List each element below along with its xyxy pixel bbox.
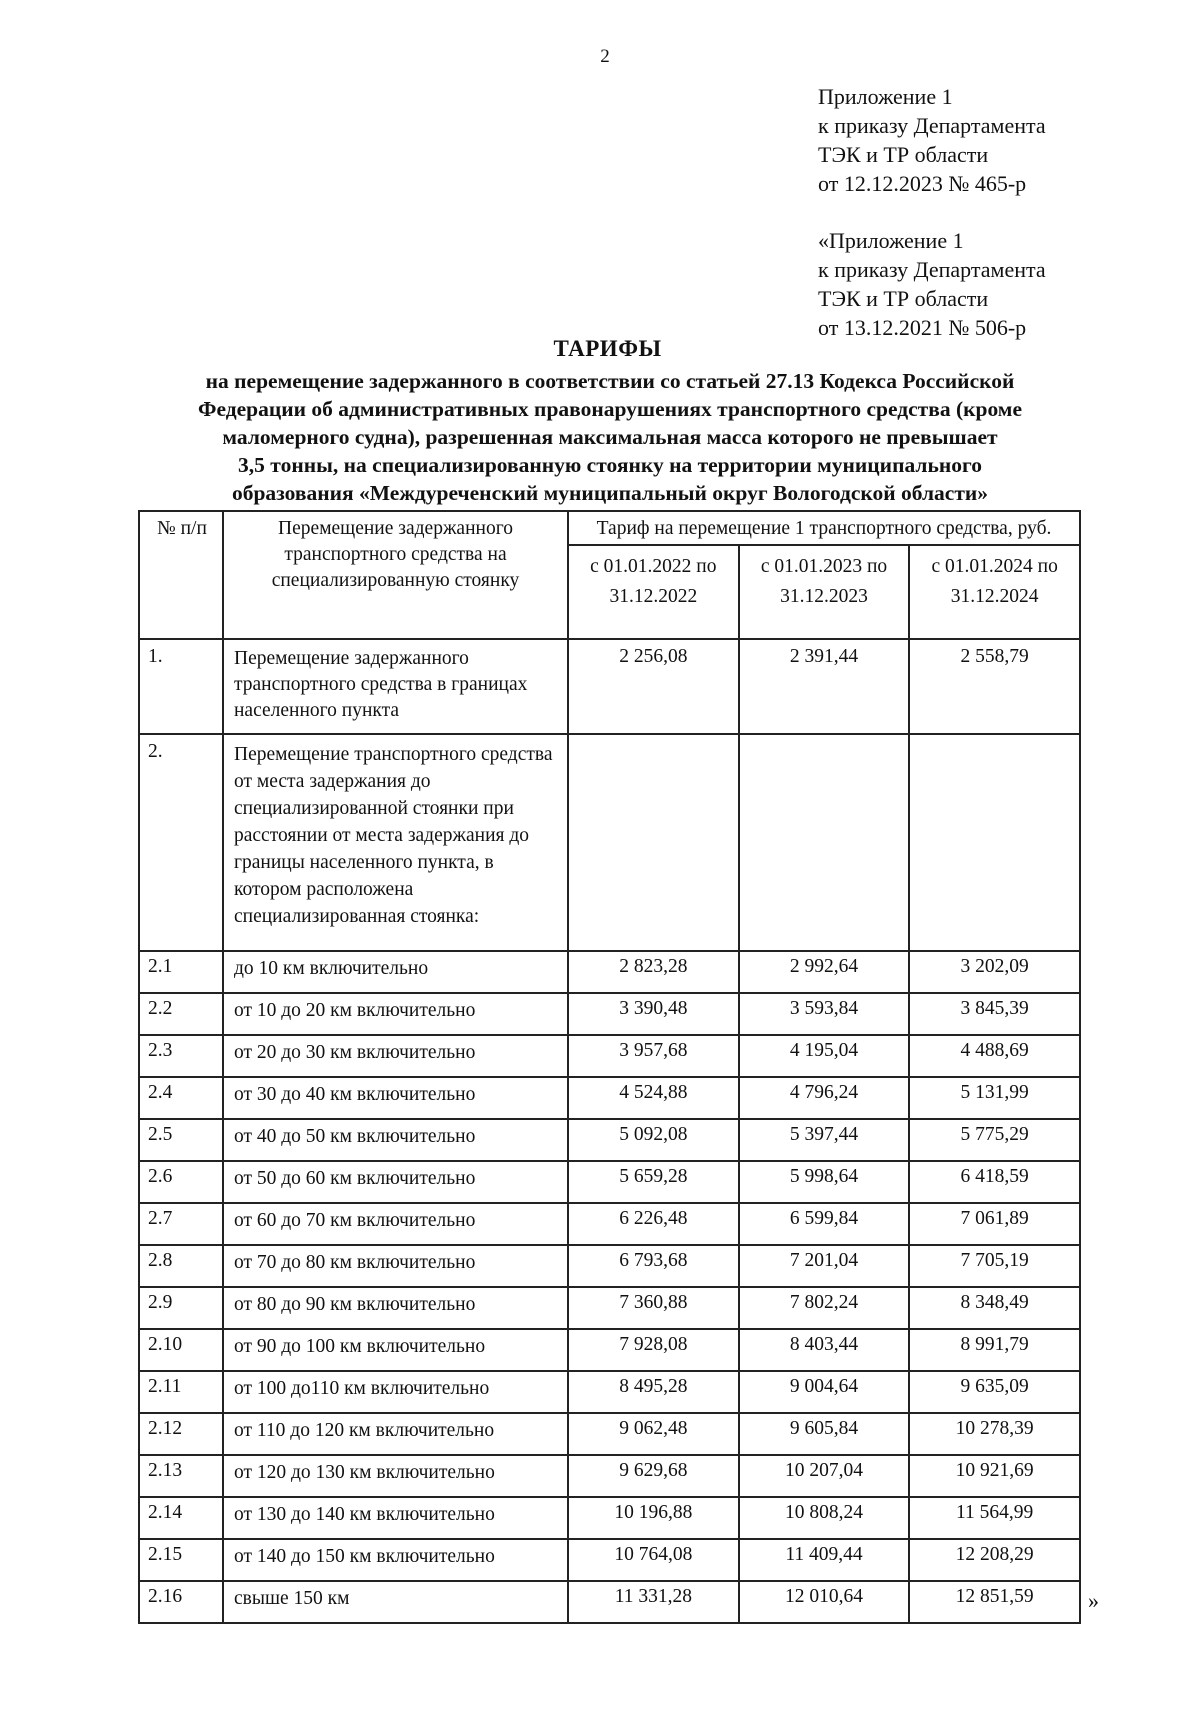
row-num: 1. <box>139 639 223 734</box>
appendix-previous-line3: ТЭК и ТР области <box>818 286 989 311</box>
row-description: Перемещение транспортного средства от места задержания до специализированной стоянки при расстоянии от места задержания до границы населенного пункта, в котором расположена специализированная стоянка: <box>223 734 568 951</box>
appendix-current-line2: к приказу Департамента <box>818 113 1046 138</box>
appendix-previous-line1: «Приложение 1 <box>818 228 964 253</box>
row-value-2024: 6 418,59 <box>909 1161 1080 1203</box>
table-row <box>139 993 1080 1035</box>
row-value-2022 <box>568 734 739 951</box>
row-value-2023: 7 201,04 <box>739 1245 910 1287</box>
row-num: 2.7 <box>139 1203 223 1245</box>
table-row <box>139 1077 1080 1119</box>
row-description: от 70 до 80 км включительно <box>223 1245 568 1287</box>
appendix-previous-line2: к приказу Департамента <box>818 257 1046 282</box>
subtitle-line1: на перемещение задержанного в соответствии со статьей 27.13 Кодекса Российской <box>205 369 1015 393</box>
row-num: 2.11 <box>139 1371 223 1413</box>
header-num: № п/п <box>139 511 223 639</box>
row-value-2022: 3 390,48 <box>568 993 739 1035</box>
table-row <box>139 1371 1080 1413</box>
row-description: от 50 до 60 км включительно <box>223 1161 568 1203</box>
row-value-2022: 10 764,08 <box>568 1539 739 1581</box>
row-value-2022: 6 793,68 <box>568 1245 739 1287</box>
table-row <box>139 639 1080 734</box>
row-description: от 90 до 100 км включительно <box>223 1329 568 1371</box>
table-row <box>139 1497 1080 1539</box>
row-description: Перемещение задержанного транспортного средства в границах населенного пункта <box>223 639 568 734</box>
row-value-2022: 4 524,88 <box>568 1077 739 1119</box>
table-row <box>139 1119 1080 1161</box>
row-value-2023: 11 409,44 <box>739 1539 910 1581</box>
row-description: от 20 до 30 км включительно <box>223 1035 568 1077</box>
table-row <box>139 1035 1080 1077</box>
table-row <box>139 734 1080 951</box>
row-description: от 80 до 90 км включительно <box>223 1287 568 1329</box>
row-value-2023: 6 599,84 <box>739 1203 910 1245</box>
appendix-current-line3: ТЭК и ТР области <box>818 142 989 167</box>
row-value-2024: 7 061,89 <box>909 1203 1080 1245</box>
table-row <box>139 1455 1080 1497</box>
row-value-2023 <box>739 734 910 951</box>
row-num: 2.6 <box>139 1161 223 1203</box>
table-row <box>139 1245 1080 1287</box>
row-description: от 40 до 50 км включительно <box>223 1119 568 1161</box>
row-num: 2.2 <box>139 993 223 1035</box>
row-value-2023: 9 605,84 <box>739 1413 910 1455</box>
row-value-2024: 2 558,79 <box>909 639 1080 734</box>
row-value-2022: 7 360,88 <box>568 1287 739 1329</box>
row-description: свыше 150 км <box>223 1581 568 1623</box>
row-description: от 130 до 140 км включительно <box>223 1497 568 1539</box>
row-value-2024: 5 775,29 <box>909 1119 1080 1161</box>
row-value-2024: 11 564,99 <box>909 1497 1080 1539</box>
document-title: ТАРИФЫ <box>553 336 662 361</box>
closing-quote: » <box>1088 1588 1099 1613</box>
row-description: от 60 до 70 км включительно <box>223 1203 568 1245</box>
row-value-2024: 7 705,19 <box>909 1245 1080 1287</box>
row-value-2023: 4 796,24 <box>739 1077 910 1119</box>
appendix-current-block <box>818 82 1046 198</box>
row-num: 2.14 <box>139 1497 223 1539</box>
page-number: 2 <box>600 46 610 67</box>
row-description: до 10 км включительно <box>223 951 568 993</box>
subtitle-line5: образования «Междуреченский муниципальный округ Вологодской области» <box>231 481 989 505</box>
row-value-2024: 3 202,09 <box>909 951 1080 993</box>
row-description: от 110 до 120 км включительно <box>223 1413 568 1455</box>
table-row <box>139 1581 1080 1623</box>
row-num: 2.1 <box>139 951 223 993</box>
header-description: Перемещение задержанного транспортного средства на специализированную стоянку <box>223 511 568 639</box>
row-num: 2.4 <box>139 1077 223 1119</box>
row-value-2022: 9 629,68 <box>568 1455 739 1497</box>
row-description: от 10 до 20 км включительно <box>223 993 568 1035</box>
subtitle-line4: 3,5 тонны, на специализированную стоянку на территории муниципального <box>238 453 982 477</box>
row-num: 2.5 <box>139 1119 223 1161</box>
table-row <box>139 1203 1080 1245</box>
header-period-2022: с 01.01.2022 по 31.12.2022 <box>568 545 739 639</box>
row-description: от 100 до110 км включительно <box>223 1371 568 1413</box>
appendix-previous-line4: от 13.12.2021 № 506-р <box>818 315 1027 340</box>
row-num: 2.15 <box>139 1539 223 1581</box>
row-value-2024 <box>909 734 1080 951</box>
row-num: 2.9 <box>139 1287 223 1329</box>
appendix-current-line1: Приложение 1 <box>818 84 953 109</box>
appendix-previous-block <box>818 226 1046 342</box>
document-subtitle <box>130 367 1090 507</box>
row-value-2022: 2 256,08 <box>568 639 739 734</box>
header-tariff: Тариф на перемещение 1 транспортного средства, руб. <box>568 511 1080 545</box>
row-description: от 120 до 130 км включительно <box>223 1455 568 1497</box>
header-period-2023: с 01.01.2023 по 31.12.2023 <box>739 545 910 639</box>
appendix-current-line4: от 12.12.2023 № 465-р <box>818 171 1027 196</box>
row-value-2024: 9 635,09 <box>909 1371 1080 1413</box>
row-value-2024: 8 991,79 <box>909 1329 1080 1371</box>
row-value-2024: 3 845,39 <box>909 993 1080 1035</box>
row-value-2022: 5 659,28 <box>568 1161 739 1203</box>
row-num: 2.16 <box>139 1581 223 1623</box>
row-value-2022: 7 928,08 <box>568 1329 739 1371</box>
row-value-2024: 12 851,59 <box>909 1581 1080 1623</box>
row-value-2022: 8 495,28 <box>568 1371 739 1413</box>
tariffs-table <box>138 510 1081 1624</box>
row-value-2023: 10 808,24 <box>739 1497 910 1539</box>
row-value-2022: 11 331,28 <box>568 1581 739 1623</box>
table-row <box>139 1539 1080 1581</box>
row-num: 2.10 <box>139 1329 223 1371</box>
row-value-2022: 9 062,48 <box>568 1413 739 1455</box>
row-value-2024: 5 131,99 <box>909 1077 1080 1119</box>
row-value-2022: 6 226,48 <box>568 1203 739 1245</box>
row-value-2023: 5 998,64 <box>739 1161 910 1203</box>
row-num: 2.3 <box>139 1035 223 1077</box>
row-value-2023: 4 195,04 <box>739 1035 910 1077</box>
table-row <box>139 1287 1080 1329</box>
row-value-2023: 10 207,04 <box>739 1455 910 1497</box>
row-description: от 140 до 150 км включительно <box>223 1539 568 1581</box>
row-value-2024: 10 278,39 <box>909 1413 1080 1455</box>
row-value-2022: 10 196,88 <box>568 1497 739 1539</box>
table-row <box>139 1413 1080 1455</box>
row-value-2023: 3 593,84 <box>739 993 910 1035</box>
row-value-2023: 2 992,64 <box>739 951 910 993</box>
row-value-2024: 10 921,69 <box>909 1455 1080 1497</box>
subtitle-line3: маломерного судна), разрешенная максимальная масса которого не превышает <box>222 425 998 449</box>
row-value-2023: 5 397,44 <box>739 1119 910 1161</box>
row-num: 2.8 <box>139 1245 223 1287</box>
row-value-2022: 2 823,28 <box>568 951 739 993</box>
row-value-2024: 8 348,49 <box>909 1287 1080 1329</box>
row-value-2024: 12 208,29 <box>909 1539 1080 1581</box>
row-value-2023: 7 802,24 <box>739 1287 910 1329</box>
row-value-2022: 5 092,08 <box>568 1119 739 1161</box>
row-value-2023: 2 391,44 <box>739 639 910 734</box>
row-value-2023: 8 403,44 <box>739 1329 910 1371</box>
row-value-2023: 9 004,64 <box>739 1371 910 1413</box>
table-row <box>139 1329 1080 1371</box>
row-description: от 30 до 40 км включительно <box>223 1077 568 1119</box>
row-num: 2.13 <box>139 1455 223 1497</box>
row-num: 2. <box>139 734 223 951</box>
row-num: 2.12 <box>139 1413 223 1455</box>
header-period-2024: с 01.01.2024 по 31.12.2024 <box>909 545 1080 639</box>
table-row <box>139 951 1080 993</box>
row-value-2023: 12 010,64 <box>739 1581 910 1623</box>
row-value-2022: 3 957,68 <box>568 1035 739 1077</box>
subtitle-line2: Федерации об административных правонарушениях транспортного средства (кроме <box>197 397 1022 421</box>
table-row <box>139 1161 1080 1203</box>
row-value-2024: 4 488,69 <box>909 1035 1080 1077</box>
